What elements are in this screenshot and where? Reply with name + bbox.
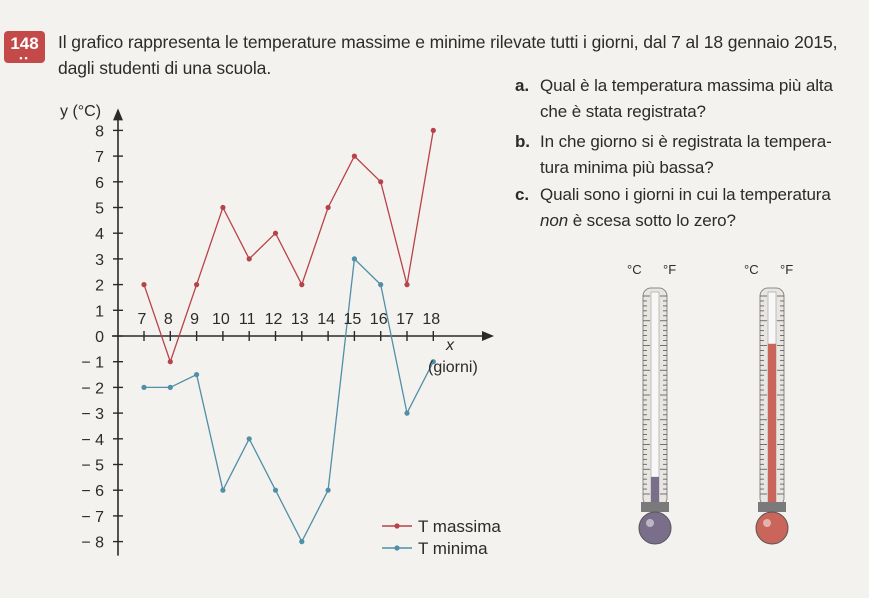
y-tick-label: 2 <box>95 277 104 295</box>
y-tick-label: − 4 <box>81 431 104 449</box>
data-point-max <box>141 282 146 287</box>
question-letter: b. <box>515 132 530 151</box>
question-letter: c. <box>515 185 529 204</box>
y-tick-label: 0 <box>95 329 104 346</box>
y-tick-label: − 6 <box>81 483 104 501</box>
thermometer-left-drawing <box>615 258 695 558</box>
y-tick-label: − 7 <box>81 508 104 526</box>
data-point-max <box>378 179 383 184</box>
data-point-max <box>352 154 357 159</box>
data-point-min <box>352 256 357 261</box>
question-line: Qual è la temperatura massima più alta <box>540 76 833 95</box>
emphasis-non: non <box>540 211 569 230</box>
data-point-max <box>220 205 225 210</box>
x-axis-title: x <box>446 337 454 354</box>
x-tick-label: 13 <box>290 311 309 328</box>
y-tick-label: 5 <box>95 200 104 218</box>
intro-line-2: dagli studenti di una scuola. <box>58 58 272 78</box>
bulb-collar <box>641 502 669 512</box>
data-point-min <box>404 411 409 416</box>
question-line: Quali sono i giorni in cui la temperatura <box>540 185 831 204</box>
fahrenheit-label: °F <box>663 262 677 277</box>
x-tick-label: 7 <box>137 311 147 328</box>
x-tick-label: 14 <box>317 311 335 328</box>
data-point-max <box>194 282 199 287</box>
question-line-rest: è scesa sotto lo zero? <box>568 211 736 230</box>
question-line: che è stata registrata? <box>540 102 706 121</box>
thermometer-tube <box>651 292 659 506</box>
celsius-label: °C <box>627 262 642 277</box>
thermometer-bulb <box>756 512 788 544</box>
data-point-max <box>247 256 252 261</box>
exercise-number: 148 <box>10 34 39 53</box>
y-tick-label: − 5 <box>81 457 104 475</box>
bulb-highlight <box>646 519 654 527</box>
y-tick-label: 6 <box>95 174 104 192</box>
data-point-max <box>431 128 436 133</box>
x-tick-label: 10 <box>212 311 230 328</box>
thermometer-right <box>732 258 812 558</box>
x-tick-label: 8 <box>163 311 173 328</box>
data-point-min <box>273 488 278 493</box>
thermometer-left <box>615 258 695 558</box>
legend-label: T minima <box>418 539 488 558</box>
data-point-min <box>299 539 304 544</box>
x-tick-label: 18 <box>422 311 441 328</box>
difficulty-dots: •• <box>19 53 30 63</box>
bulb-collar <box>758 502 786 512</box>
legend-swatch-dot <box>394 545 399 550</box>
y-tick-label: 1 <box>95 303 104 321</box>
y-tick-label: 7 <box>95 149 104 167</box>
x-tick-label: 17 <box>396 311 414 328</box>
data-point-min <box>168 385 173 390</box>
x-tick-label: 9 <box>190 311 200 328</box>
y-tick-label: − 8 <box>81 534 104 552</box>
x-axis-note: (giorni) <box>428 359 478 376</box>
question-letter: a. <box>515 76 529 95</box>
x-tick-label: 12 <box>264 311 283 328</box>
data-point-min <box>194 372 199 377</box>
question-line: In che giorno si è registrata la tempera- <box>540 132 832 151</box>
thermometer-bulb <box>639 512 671 544</box>
data-point-max <box>273 231 278 236</box>
bulb-highlight <box>763 519 771 527</box>
y-axis-title: y (°C) <box>60 103 102 120</box>
x-tick-label: 11 <box>238 311 256 328</box>
y-tick-label: − 3 <box>81 406 104 424</box>
mercury-column <box>768 344 776 506</box>
celsius-label: °C <box>744 262 759 277</box>
data-point-max <box>404 282 409 287</box>
legend-label: T massima <box>418 517 501 536</box>
y-tick-label: 4 <box>95 226 104 244</box>
question-line: tura minima più bassa? <box>540 158 714 177</box>
x-tick-label: 16 <box>369 311 388 328</box>
data-point-min <box>247 436 252 441</box>
data-point-max <box>299 282 304 287</box>
thermometer-right-drawing <box>732 258 812 558</box>
y-tick-label: − 2 <box>81 380 104 398</box>
y-tick-label: 3 <box>95 251 104 269</box>
y-tick-label: − 1 <box>81 354 104 372</box>
data-point-max <box>168 359 173 364</box>
data-point-max <box>326 205 331 210</box>
intro-line-1: Il grafico rappresenta le temperature massime e minime rilevate tutti i giorni, dal 7 al 18 gennaio 2015, <box>58 32 838 52</box>
data-point-min <box>141 385 146 390</box>
data-point-min <box>326 488 331 493</box>
mercury-column <box>651 477 659 506</box>
x-tick-label: 15 <box>343 311 362 328</box>
fahrenheit-label: °F <box>780 262 794 277</box>
series-line-min <box>144 259 433 542</box>
y-tick-label: 8 <box>95 123 104 141</box>
data-point-min <box>378 282 383 287</box>
data-point-min <box>220 488 225 493</box>
legend-swatch-dot <box>394 523 399 528</box>
